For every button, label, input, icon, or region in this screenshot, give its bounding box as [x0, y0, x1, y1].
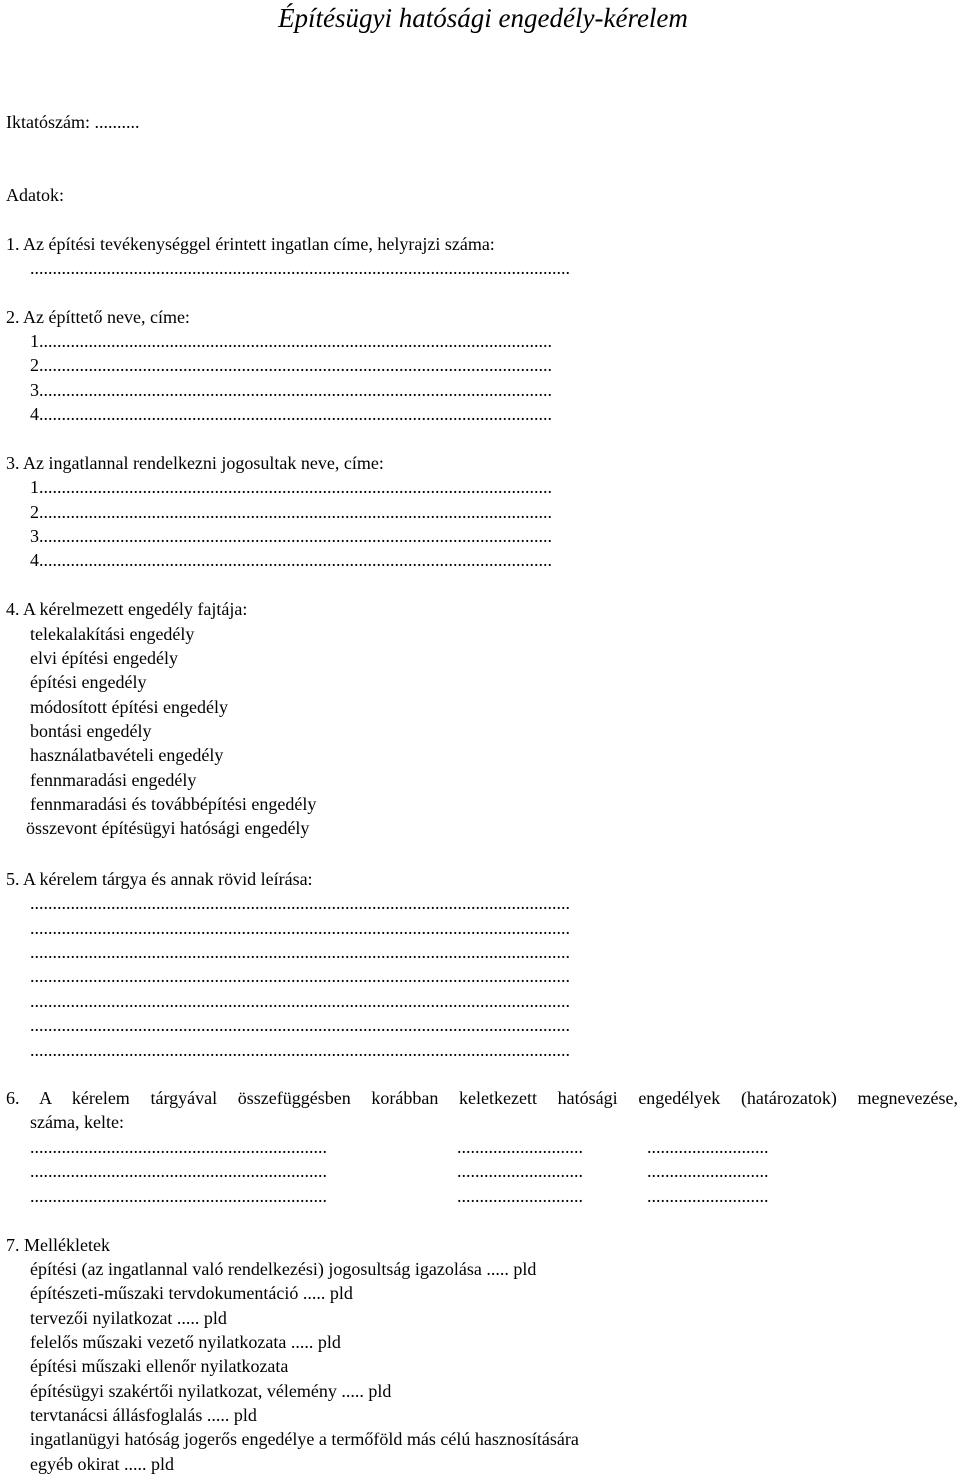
section-6-row-3-col-1: ..................................................................	[30, 1186, 327, 1206]
section-5-line: ........................................................................................................................	[30, 893, 570, 913]
permit-type-item: használatbavételi engedély	[30, 745, 224, 765]
section-5-line: ........................................................................................................................	[30, 1015, 570, 1035]
section-2-line-4: 4..................................................................................................................	[30, 404, 552, 424]
section-2-line-2: 2..................................................................................................................	[30, 355, 552, 375]
section-7-heading: 7. Mellékletek	[6, 1235, 110, 1255]
section-6-row-1-col-3: ...........................	[647, 1137, 769, 1157]
section-5-heading: 5. A kérelem tárgya és annak rövid leírása:	[6, 869, 313, 889]
section-2-line-1: 1..................................................................................................................	[30, 331, 552, 351]
page-title: Építésügyi hatósági engedély-kérelem	[278, 3, 688, 33]
attachment-item: építésügyi szakértői nyilatkozat, vélemény ..... pld	[30, 1381, 392, 1401]
section-6-row-1-col-1: ..................................................................	[30, 1137, 327, 1157]
attachment-item: építési (az ingatlannal való rendelkezési) jogosultság igazolása ..... pld	[30, 1259, 537, 1279]
section-5-line: ........................................................................................................................	[30, 942, 570, 962]
attachment-item: építési műszaki ellenőr nyilatkozata	[30, 1356, 289, 1376]
attachment-item: egyéb okirat ..... pld	[30, 1454, 174, 1474]
permit-type-item: bontási engedély	[30, 721, 152, 741]
section-5-line: ........................................................................................................................	[30, 991, 570, 1011]
section-6-heading: 6. A kérelem tárgyával összefüggésben korábban keletkezett hatósági engedélyek (határozatok) megnevezése,	[6, 1088, 958, 1108]
attachment-item: tervtanácsi állásfoglalás ..... pld	[30, 1405, 257, 1425]
section-5-line: ........................................................................................................................	[30, 918, 570, 938]
data-heading: Adatok:	[6, 185, 64, 205]
permit-type-item: összevont építésügyi hatósági engedély	[26, 818, 310, 838]
permit-type-item: telekalakítási engedély	[30, 624, 195, 644]
attachment-item: felelős műszaki vezető nyilatkozata ..... pld	[30, 1332, 341, 1352]
permit-type-item: fennmaradási engedély	[30, 770, 197, 790]
registration-number: Iktatószám: ..........	[6, 112, 140, 132]
section-3-line-4: 4..................................................................................................................	[30, 550, 552, 570]
permit-type-item: építési engedély	[30, 672, 147, 692]
section-3-line-2: 2..................................................................................................................	[30, 502, 552, 522]
section-6-row-3-col-3: ...........................	[647, 1186, 769, 1206]
section-2-heading: 2. Az építtető neve, címe:	[6, 307, 190, 327]
attachment-item: tervezői nyilatkozat ..... pld	[30, 1308, 227, 1328]
section-4-heading: 4. A kérelmezett engedély fajtája:	[6, 599, 248, 619]
section-3-heading: 3. Az ingatlannal rendelkezni jogosultak neve, címe:	[6, 453, 384, 473]
section-6-row-1-col-2: ............................	[457, 1137, 583, 1157]
section-3-line-3: 3..................................................................................................................	[30, 526, 552, 546]
permit-type-item: fennmaradási és továbbépítési engedély	[30, 794, 317, 814]
section-6-row-2-col-1: ..................................................................	[30, 1161, 327, 1181]
section-5-line: ........................................................................................................................	[30, 1040, 570, 1060]
section-3-line-1: 1..................................................................................................................	[30, 477, 552, 497]
permit-type-item: módosított építési engedély	[30, 697, 228, 717]
section-6-row-2-col-2: ............................	[457, 1161, 583, 1181]
permit-type-item: elvi építési engedély	[30, 648, 178, 668]
section-6-row-2-col-3: ...........................	[647, 1161, 769, 1181]
section-6-heading-cont: száma, kelte:	[30, 1112, 124, 1132]
section-1-line: ........................................................................................................................	[30, 258, 570, 278]
section-2-line-3: 3..................................................................................................................	[30, 380, 552, 400]
attachment-item: ingatlanügyi hatóság jogerős engedélye a termőföld más célú hasznosítására	[30, 1429, 579, 1449]
attachment-item: építészeti-műszaki tervdokumentáció ..... pld	[30, 1283, 353, 1303]
section-5-line: ........................................................................................................................	[30, 966, 570, 986]
section-1-heading: 1. Az építési tevékenységgel érintett ingatlan címe, helyrajzi száma:	[6, 234, 495, 254]
section-6-row-3-col-2: ............................	[457, 1186, 583, 1206]
